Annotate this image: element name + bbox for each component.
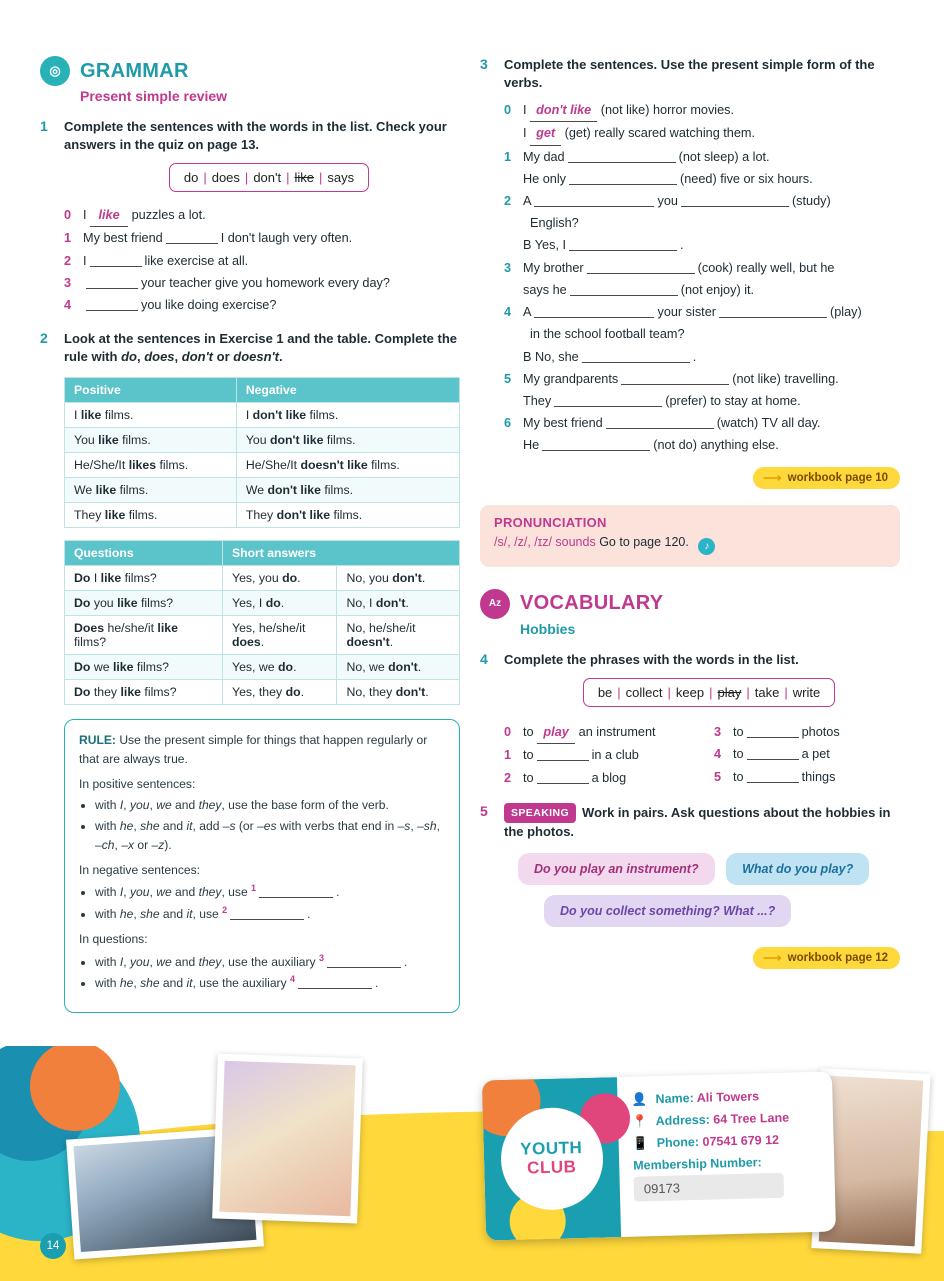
word-keep: keep [675, 685, 705, 701]
exercise-5-rubric-text: Work in pairs. Ask questions about the hobbies in the photos. [504, 804, 891, 839]
item-number: 2 [504, 193, 512, 208]
item-number: 0 [64, 208, 72, 223]
membership-card [482, 1071, 836, 1240]
cell: Yes, we do. [223, 655, 337, 680]
logo-line-2: CLUB [526, 1157, 577, 1178]
fill-blank[interactable] [747, 725, 799, 738]
rule-bullet: • with I, you, we and they, use the base form of the verb. [95, 796, 445, 815]
grammar-subtitle: Present simple review [80, 88, 228, 104]
right-column [480, 56, 900, 969]
positive-negative-table [64, 377, 460, 528]
pronunciation-title: PRONUNCIATION [494, 514, 607, 530]
card-field-phone [632, 1132, 819, 1152]
rule-negative-lead: In negative sentences: [79, 862, 201, 877]
table-header-row [65, 541, 460, 566]
cell: He/She/It likes films. [65, 453, 237, 478]
exercise-4-items [504, 721, 900, 789]
cell: Do you like films? [65, 591, 223, 616]
word-play: play [717, 685, 742, 701]
list-item [64, 204, 460, 227]
speech-bubbles [504, 853, 900, 937]
cell: Do they like films? [65, 680, 223, 705]
rule-bullet: • with I, you, we and they, use the auxiliary $^3$ . [95, 952, 445, 972]
speech-bubble: Do you collect something? What ...? [544, 895, 791, 927]
word-do: do [183, 170, 199, 186]
cell: He/She/It doesn't like films. [236, 453, 459, 478]
target-icon: ◎ [40, 56, 70, 86]
fill-blank[interactable] [582, 350, 690, 363]
phone-icon: 📱 [632, 1136, 649, 1151]
field-label: Phone: [656, 1134, 700, 1151]
workbook-page-10-link[interactable] [753, 467, 900, 489]
gap-number: 3 [318, 952, 324, 963]
list-item [504, 257, 900, 301]
word-does: does [211, 170, 240, 186]
exercise-2 [40, 330, 460, 1013]
field-label: Address: [655, 1112, 711, 1129]
workbook-label: workbook page 12 [787, 951, 888, 964]
item-text: A your sister (play) in the school football team? B No, she . [523, 305, 862, 364]
list-item [64, 250, 460, 272]
cell: Do we like films? [65, 655, 223, 680]
speech-bubble: Do you play an instrument? [518, 853, 715, 885]
rule-bullet: • with he, she and it, add –s (or –es with verbs that end in –s, –sh, –ch, –x or –z). [95, 817, 445, 854]
membership-card-details [617, 1071, 836, 1237]
pronunciation-instruction: Go to page 120. [599, 534, 689, 549]
item-text: My dad (not sleep) a lot. He only (need) five or six hours. [523, 149, 813, 186]
membership-card-logo [482, 1077, 621, 1240]
cell: Yes, they do. [223, 680, 337, 705]
fill-blank[interactable] [259, 885, 333, 898]
cell: Do I like films? [65, 566, 223, 591]
exercise-4-right-column [714, 721, 900, 789]
workbook-label: workbook page 10 [787, 471, 888, 484]
photo-image [219, 1061, 355, 1216]
fill-blank[interactable] [719, 305, 827, 318]
exercise-4-rubric: Complete the phrases with the words in the list. [504, 651, 799, 667]
list-item [504, 412, 900, 456]
word-says: says [327, 170, 355, 186]
list-item [504, 368, 900, 412]
pronunciation-box [480, 505, 900, 567]
list-item [714, 743, 900, 765]
person-icon: 👤 [631, 1092, 648, 1107]
gap-number: 4 [290, 974, 296, 985]
az-icon: Az [480, 589, 510, 619]
logo-line-1: YOUTH [520, 1138, 583, 1159]
word-collect: collect [625, 685, 663, 701]
answer-blank[interactable]: don't like [530, 99, 597, 122]
grammar-title: GRAMMAR [80, 59, 189, 82]
table-row [65, 478, 460, 503]
item-text: I like puzzles a lot. [83, 204, 206, 227]
rule-bullet: • with he, she and it, use the auxiliary $^4$ . [95, 973, 445, 993]
word-write: write [792, 685, 821, 701]
item-number: 2 [504, 770, 512, 785]
list-item [64, 294, 460, 316]
column-header-negative: Negative [236, 378, 459, 403]
rule-questions-lead: In questions: [79, 931, 148, 946]
vocabulary-title: VOCABULARY [520, 592, 664, 615]
table-row [65, 503, 460, 528]
arrow-icon: ⟶ [763, 469, 782, 485]
fill-blank[interactable] [569, 238, 677, 251]
grammar-section-header [40, 56, 460, 86]
headphones-icon[interactable]: ♪ [698, 538, 715, 555]
fill-blank[interactable] [166, 231, 218, 244]
table-row [65, 453, 460, 478]
rule-box [64, 719, 460, 1013]
exercise-1-word-list: do | does | don't | like | says [169, 163, 369, 192]
cell: I don't like films. [236, 403, 459, 428]
answer-blank[interactable]: like [90, 204, 128, 227]
table-row [65, 680, 460, 705]
speech-bubble: What do you play? [726, 853, 869, 885]
exercise-1-items [64, 204, 460, 316]
page-number: 14 [40, 1233, 66, 1259]
table-row [65, 616, 460, 655]
gap-number: 1 [251, 883, 257, 894]
item-text: My brother (cook) really well, but he says he (not enjoy) it. [523, 260, 835, 297]
exercise-1 [40, 118, 460, 316]
exercise-4-number: 4 [480, 650, 488, 667]
rule-label: RULE: [79, 733, 116, 748]
item-text: you like doing exercise? [83, 294, 276, 316]
list-item [504, 767, 690, 789]
item-number: 4 [64, 297, 72, 312]
table-row [65, 566, 460, 591]
item-text: I like exercise at all. [83, 253, 249, 268]
item-number: 3 [504, 260, 512, 275]
exercise-4 [480, 651, 900, 789]
item-text: to play an instrument [523, 721, 656, 744]
list-item [64, 272, 460, 294]
item-number: 0 [504, 103, 512, 118]
item-number: 6 [504, 416, 512, 431]
item-text: to a pet [733, 747, 830, 762]
list-item [504, 146, 900, 190]
pronunciation-sounds: /s/, /z/, /ɪz/ sounds [494, 534, 596, 549]
fill-blank[interactable] [230, 907, 304, 920]
word-be: be [597, 685, 613, 701]
item-text: to photos [733, 725, 840, 740]
cell: Yes, I do. [223, 591, 337, 616]
field-value: Ali Towers [696, 1089, 760, 1105]
workbook-ref-10-wrap [504, 467, 900, 489]
list-item [504, 744, 690, 766]
list-item [504, 99, 900, 145]
column-header-questions: Questions [65, 541, 223, 566]
exercise-5-number: 5 [480, 802, 488, 819]
fill-blank[interactable] [621, 372, 729, 385]
fill-blank[interactable] [327, 955, 401, 968]
item-number: 3 [64, 275, 72, 290]
questions-short-answers-table [64, 540, 460, 705]
cell: I like films. [65, 403, 237, 428]
fill-blank[interactable] [90, 254, 142, 267]
cell: We like films. [65, 478, 237, 503]
list-item [714, 721, 900, 743]
cell: Does he/she/it like films? [65, 616, 223, 655]
fill-blank[interactable] [554, 394, 662, 407]
cell: You like films. [65, 428, 237, 453]
gap-number: 2 [222, 905, 228, 916]
exercise-5 [480, 803, 900, 969]
vocabulary-subtitle: Hobbies [520, 620, 576, 637]
fill-blank[interactable] [681, 194, 789, 207]
left-column [40, 56, 460, 1013]
rule-bullet: • with he, she and it, use $^2$ . [95, 904, 445, 924]
card-field-address [632, 1110, 819, 1130]
cell: You don't like films. [236, 428, 459, 453]
exercise-3-rubric: Complete the sentences. Use the present simple form of the verbs. [504, 57, 875, 90]
item-text: My best friend I don't laugh very often. [83, 231, 353, 246]
answer-blank[interactable]: play [537, 721, 575, 744]
cell: Yes, he/she/it does. [223, 616, 337, 655]
field-value: 64 Tree Lane [713, 1110, 790, 1127]
item-number: 4 [714, 747, 722, 762]
rule-intro: Use the present simple for things that happen regularly or that are always true. [79, 733, 428, 767]
exercise-5-rubric [504, 803, 900, 841]
cell: No, we don't. [337, 655, 460, 680]
fill-blank[interactable] [86, 276, 138, 289]
item-number: 3 [714, 725, 722, 740]
fill-blank[interactable] [606, 416, 714, 429]
field-value: 07541 679 12 [702, 1132, 780, 1149]
field-label: Name: [655, 1091, 694, 1107]
cell: Yes, you do. [223, 566, 337, 591]
fill-blank[interactable] [542, 438, 650, 451]
word-take: take [754, 685, 780, 701]
column-header-short-answers: Short answers [223, 541, 460, 566]
exercise-3 [480, 56, 900, 489]
fill-blank[interactable] [534, 305, 654, 318]
column-header-positive: Positive [65, 378, 237, 403]
word-dont: don't [253, 170, 282, 186]
list-item [504, 190, 900, 257]
item-number: 1 [504, 748, 512, 763]
item-number: 5 [504, 371, 512, 386]
exercise-1-rubric: Complete the sentences with the words in the list. Check your answers in the quiz on page 13. [64, 119, 447, 152]
speaking-badge: SPEAKING [504, 803, 576, 823]
exercise-4-left-column [504, 721, 690, 789]
fill-blank[interactable] [747, 747, 799, 760]
answer-blank[interactable]: get [530, 122, 561, 145]
list-item [504, 301, 900, 368]
item-number: 4 [504, 305, 512, 320]
item-text: My grandparents (not like) travelling. They (prefer) to stay at home. [523, 371, 839, 408]
item-text: your teacher give you homework every day? [83, 272, 390, 294]
photo-badge-collection [212, 1054, 363, 1224]
exercise-3-number: 3 [480, 56, 488, 72]
fill-blank[interactable] [747, 770, 799, 783]
rule-positive-lead: In positive sentences: [79, 776, 196, 791]
cell: No, he/she/it doesn't. [337, 616, 460, 655]
vocabulary-section-header [480, 589, 900, 619]
card-field-name [631, 1088, 818, 1108]
item-text: to a blog [523, 770, 627, 785]
workbook-ref-12-wrap [504, 947, 900, 969]
item-number: 1 [64, 231, 72, 246]
list-item [504, 721, 690, 744]
cell: They don't like films. [236, 503, 459, 528]
location-pin-icon: 📍 [631, 1114, 648, 1129]
cell: We don't like films. [236, 478, 459, 503]
item-number: 1 [504, 149, 512, 164]
fill-blank[interactable] [587, 261, 695, 274]
cell: They like films. [65, 503, 237, 528]
fill-blank[interactable] [534, 194, 654, 207]
table-row [65, 403, 460, 428]
membership-number-value: 09173 [634, 1173, 785, 1202]
item-text: My best friend (watch) TV all day. He (not do) anything else. [523, 416, 821, 453]
fill-blank[interactable] [86, 298, 138, 311]
fill-blank[interactable] [568, 150, 676, 163]
fill-blank[interactable] [537, 771, 589, 784]
exercise-1-number: 1 [40, 118, 48, 134]
word-like: like [294, 170, 315, 186]
table-row [65, 428, 460, 453]
rule-bullet: • with I, you, we and they, use $^1$ . [95, 882, 445, 902]
pronunciation-line [494, 535, 886, 555]
list-item [64, 227, 460, 249]
exercise-2-number: 2 [40, 330, 48, 347]
arrow-icon: ⟶ [763, 949, 782, 965]
list-item [714, 766, 900, 788]
fill-blank[interactable] [537, 748, 589, 761]
item-text: I don't like (not like) horror movies. I get (get) really scared watching them. [523, 99, 755, 145]
exercise-4-word-list: be | collect | keep | play | take | write [583, 678, 835, 707]
cell: No, they don't. [337, 680, 460, 705]
workbook-page-12-link[interactable] [753, 947, 900, 969]
exercise-3-items [504, 99, 900, 457]
item-text: to in a club [523, 748, 639, 763]
item-number: 5 [714, 769, 722, 784]
fill-blank[interactable] [298, 976, 372, 989]
item-number: 0 [504, 725, 512, 740]
cell: No, I don't. [337, 591, 460, 616]
cell: No, you don't. [337, 566, 460, 591]
table-row [65, 591, 460, 616]
item-text: A you (study) English? B Yes, I . [523, 193, 831, 253]
table-row [65, 655, 460, 680]
exercise-2-rubric: Look at the sentences in Exercise 1 and the table. Complete the rule with do, does, don't or doesn't. [64, 331, 458, 364]
fill-blank[interactable] [569, 172, 677, 185]
table-header-row [65, 378, 460, 403]
membership-number-label: Membership Number: [633, 1155, 762, 1173]
fill-blank[interactable] [570, 283, 678, 296]
item-number: 2 [64, 253, 72, 268]
item-text: to things [733, 769, 836, 784]
